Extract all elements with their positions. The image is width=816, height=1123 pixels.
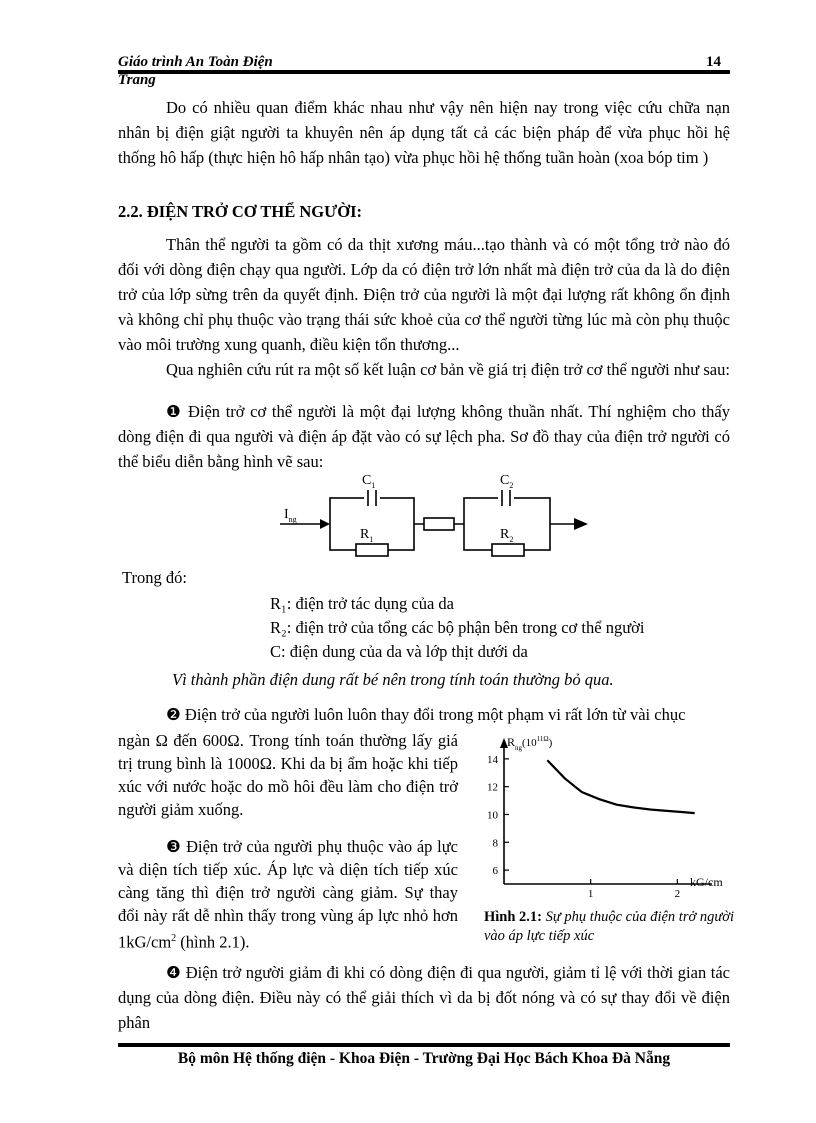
output-arrow [574,518,588,530]
label-r1: $R_1$ [360,527,374,544]
y-tick-label-14: 14 [487,753,498,766]
page-number: 14 [706,54,721,70]
y-tick-label-8: 8 [492,837,498,850]
paragraph-point-1: ❶ Điện trở cơ thể người là một đại lượng không thuần nhất. Thí nghiệm cho thấy dòng điện đi qua người và điện áp đặt vào có sự lệch pha. Sơ đồ thay của điện trở người có thể biểu diễn bằng hình vẽ sau: [118,402,730,471]
header-title: Giáo trình An Toàn Điện [118,54,273,70]
series-line-r-ng [547,760,694,813]
y-tick-label-10: 10 [487,809,498,822]
chart-ticks [487,754,680,900]
definition-r2: R₂: điện trở của tổng các bộ phận bên trong cơ thể người [270,618,645,637]
header-subtitle: Trang [118,72,156,88]
y-tick-label-6: 6 [492,865,498,878]
resistance-pressure-chart [466,728,736,908]
connector-resistor [424,518,454,530]
label-current: $I_{ng}$ [284,507,297,524]
section-heading: 2.2. ĐIỆN TRỞ CƠ THỂ NGƯỜI: [118,202,363,221]
y-tick-label-12: 12 [487,781,498,794]
definition-r1: R₁: điện trở tác dụng của da [270,594,455,613]
paragraph-point-4: ❹ Điện trở người giảm đi khi có dòng điện đi qua người, giảm tỉ lệ với thời gian tác dụng của dòng điện. Điều này có thể giải thích vì da bị đốt nóng và có sự thay đổi về điện phân [118,963,730,1032]
resistor-r1 [356,544,388,556]
paragraph-point-2-first-line: ❷ Điện trở của người luôn luôn thay đổi trong một phạm vi rất lớn từ vài chục [166,705,686,724]
footer-rule [118,1043,730,1047]
chart-y-label: $R_{ng}(10^{11\Omega})$ [507,735,553,752]
paragraph-point-2-continuation: ngàn Ω đến 600Ω. Trong tính toán thường lấy giá trị trung bình là 1000Ω. Khi da bị ẩm hoặc khi tiếp xúc với nước hoặc do mồ hôi đều làm cho điện trở người giảm xuống. [118,731,458,819]
equivalent-circuit-diagram [270,470,600,560]
label-r2: $R_2$ [500,527,514,544]
label-trong-do: Trong đó: [122,568,187,587]
figure-caption: Hình 2.1: Sự phụ thuộc của điện trở người vào áp lực tiếp xúc [484,909,734,944]
italic-note: Vì thành phần điện dung rất bé nên trong tính toán thường bỏ qua. [172,670,614,689]
footer-text: Bộ môn Hệ thống điện - Khoa Điện - Trường Đại Học Bách Khoa Đà Nẵng [177,1050,671,1067]
paragraph-body-resistance: Thân thể người ta gồm có da thịt xương máu...tạo thành và có một tổng trở nào đó đối với dòng điện chạy qua người. Lớp da có điện trở lớn nhất mà điện trở của da là do điện trở của lớp sừng trên da quyết định. Điện trở của người là một đại lượng rất không ổn định và không chỉ phụ thuộc vào trạng thái sức khoẻ của cơ thể người từng lúc mà còn phụ thuộc vào môi trường xung quanh, điều kiện tổn thương... [118,235,730,354]
paragraph-intro: Do có nhiều quan điểm khác nhau như vậy nên hiện nay trong việc cứu chữa nạn nhân bị điện giật người ta khuyên nên áp dụng tất cả các biện pháp để vừa phục hồi hệ thống hô hấp (thực hiện hô hấp nhân tạo) vừa phục hồi hệ thống tuần hoàn (xoa bóp tim ) [118,98,730,167]
x-tick-label-2: 2 [674,888,681,900]
header-rule [118,70,730,74]
paragraph-conclusions: Qua nghiên cứu rút ra một số kết luận cơ bản về giá trị điện trở cơ thể người như sau: [166,360,730,379]
chart-x-label: kG/cm [690,875,723,889]
resistor-r2 [492,544,524,556]
input-arrow [320,519,330,529]
x-tick-label-1: 1 [587,888,594,900]
paragraph-point-3: ❸ Điện trở của người phụ thuộc vào áp lực và diện tích tiếp xúc. Áp lực và diện tích tiếp xúc càng tăng thì điện trở người càng giảm. Sự thay đổi này rất dễ nhìn thấy trong vùng áp lực nhỏ hơn $1kG/cm^2$ (hình 2.1). [118,837,458,952]
label-c2: $C_2$ [500,473,514,490]
definition-c: C: điện dung của da và lớp thịt dưới da [270,642,528,661]
label-c1: $C_1$ [362,473,376,490]
